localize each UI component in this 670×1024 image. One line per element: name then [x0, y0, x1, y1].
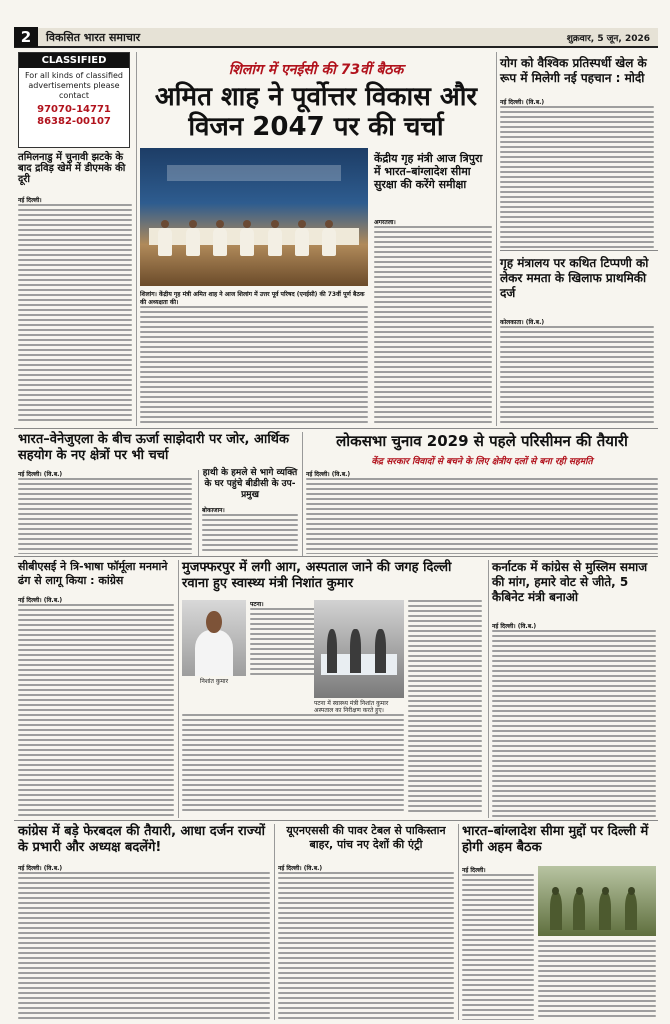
headline: यूएनएससी की पावर टेबल से पाकिस्तान बाहर, पांच नए देशों की एंट्री: [286, 824, 446, 851]
lead-body: [140, 290, 368, 424]
page-number: 2: [14, 27, 38, 47]
dateline: नई दिल्ली। (वि.ब.): [492, 623, 537, 630]
story-body: [202, 506, 298, 554]
headline: भारत–बांग्लादेश सीमा मुद्दों पर दिल्ली में होगी अहम बैठक: [462, 824, 649, 855]
hospital-photo: [314, 600, 404, 698]
story-body-2: [538, 940, 656, 1020]
nishant-photo: [182, 600, 246, 676]
dateline: अगरतला।: [374, 219, 396, 226]
story-body: [462, 866, 534, 1020]
headline: लोकसभा चुनाव 2029 से पहले परिसीमन की तैयारी: [336, 432, 628, 450]
headline: सीबीएसई ने त्रि-भाषा फॉर्मूला मनमाने ढंग से लागू किया : कांग्रेस: [18, 560, 168, 587]
classified-text: For all kinds of classified advertisements please contact: [24, 71, 124, 100]
dateline: नई दिल्ली। (वि.ब.): [18, 597, 63, 604]
story-body: [278, 864, 454, 1020]
story-body: [18, 596, 174, 818]
classified-title: CLASSIFIED: [19, 53, 129, 68]
tripura-headline: केंद्रीय गृह मंत्री आज त्रिपुरा में भारत–बांग्लादेश सीमा सुरक्षा की करेंगे समीक्षा: [374, 152, 483, 191]
story-body: [492, 622, 656, 818]
nishant-caption: निशांत कुमार: [199, 678, 229, 685]
story-body-bottom: [182, 714, 404, 818]
lead-kicker: शिलांग में एनईसी की 73वीं बैठक: [228, 62, 404, 78]
dateline: नई दिल्ली। (वि.ब.): [18, 865, 63, 872]
dateline: शिलांग। केंद्रीय गृह मंत्री अमित शाह ने आज शिलांग में उत्तर पूर्व परिषद (एनईसी) की 73वीं पूर्ण बैठक की अध्यक्षता की।: [140, 291, 365, 306]
dateline: नई दिल्ली। (वि.ब.): [278, 865, 323, 872]
story-body-right: [408, 600, 482, 818]
story-body: [18, 864, 270, 1020]
hospital-caption: पटना में स्वास्थ्य मंत्री निशांत कुमार अस्पताल का निरीक्षण करते हुए।: [314, 700, 389, 714]
border-photo: [538, 866, 656, 936]
page-header: [14, 28, 658, 48]
text-lines: [18, 204, 132, 424]
headline: कांग्रेस में बड़े फेरबदल की तैयारी, आधा दर्जन राज्यों के प्रभारी और अध्यक्ष बदलेंगे!: [18, 824, 266, 855]
dateline: पटना।: [250, 601, 264, 608]
story-body: [18, 196, 132, 424]
headline: हाथी के हमले से भागे व्यक्ति के घर पहुंचे बीडीसी के उप-प्रमुख: [202, 468, 298, 500]
lead-headline: अमित शाह ने पूर्वोत्तर विकास और विजन 2047 पर की चर्चा: [154, 82, 478, 142]
dateline: नई दिल्ली।: [462, 867, 486, 874]
headline: गृह मंत्रालय पर कथित टिप्पणी को लेकर ममता के खिलाफ प्राथमिकी दर्ज: [500, 256, 649, 300]
story-body: [500, 318, 654, 424]
headline: मुजफ्फरपुर में लगी आग, अस्पताल जाने की जगह दिल्ली रवाना हुए स्वास्थ्य मंत्री निशांत कुमार: [182, 560, 452, 591]
dateline: कोलकाता। (वि.ब.): [500, 319, 545, 326]
issue-date: शुक्रवार, 5 जून, 2026: [566, 33, 650, 44]
story-body: [306, 470, 658, 554]
headline: तमिलनाडु में चुनावी झटके के बाद द्रविड़ खेमे में डीएमके की दूरी: [18, 152, 126, 186]
lead-photo: [140, 148, 368, 286]
story-body: [500, 98, 654, 248]
dateline: नई दिल्ली।: [18, 197, 42, 204]
headline: योग को वैश्विक प्रतिस्पर्धी खेल के रूप में मिलेगी नई पहचान : मोदी: [500, 56, 647, 85]
headline: भारत–वेनेजुएला के बीच ऊर्जा साझेदारी पर जोर, आर्थिक सहयोग के नए क्षेत्रों पर भी चर्चा: [18, 432, 289, 463]
classified-phone-1: 97070-14771: [37, 104, 111, 115]
subheadline: केंद्र सरकार विवादों से बचने के लिए क्षेत्रीय दलों से बना रही सहमति: [371, 457, 593, 467]
dateline: बोकाजान।: [202, 507, 225, 514]
classified-phone-2: 86382-00107: [37, 116, 111, 127]
dateline: नई दिल्ली। (वि.ब.): [500, 99, 545, 106]
dateline: नई दिल्ली। (वि.ब.): [306, 471, 351, 478]
story-body: [18, 470, 192, 554]
dateline: नई दिल्ली। (वि.ब.): [18, 471, 63, 478]
paper-name: विकसित भारत समाचार: [46, 30, 141, 44]
classified-box: [18, 52, 130, 148]
headline: कर्नाटक में कांग्रेस से मुस्लिम समाज की मांग, हमारे वोट से जीते, 5 कैबिनेट मंत्री बनाओ: [492, 560, 648, 604]
tripura-body: [374, 218, 492, 424]
